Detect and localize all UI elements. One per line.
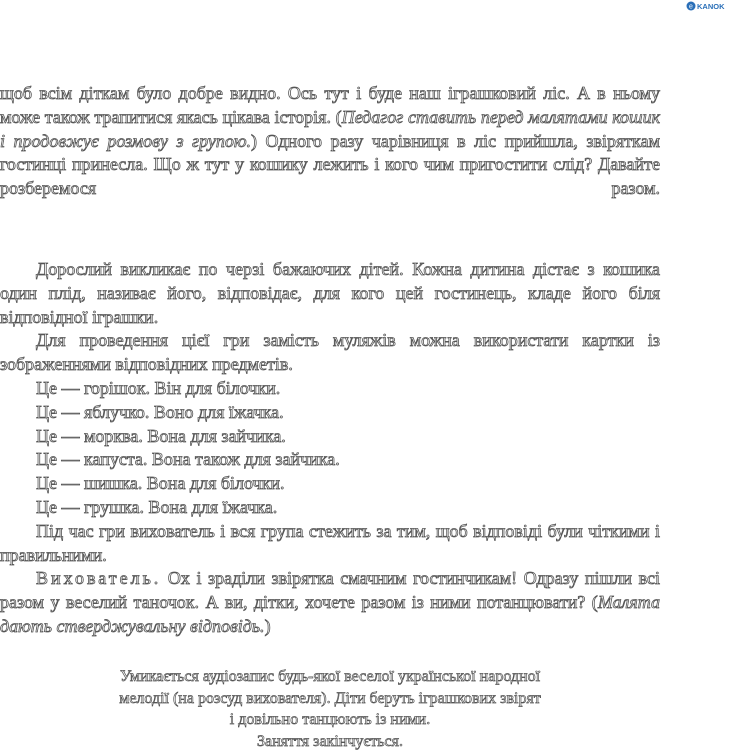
paragraph-game: Дорослий викликає по черзі бажаючих дітей. Кожна дитина дістає з кошика один плід, називає його, відповідає, для кого цей гостинець, кладе його біля відповідної іграшки. bbox=[0, 258, 660, 329]
note-line-4: Заняття закінчується. bbox=[0, 731, 660, 752]
closing-note bbox=[0, 666, 660, 752]
line-cabbage: Це — капуста. Вона також для зайчика. bbox=[0, 448, 660, 472]
line-apple: Це — яблучко. Воно для їжачка. bbox=[0, 401, 660, 425]
note-line-3: і довільно танцюють із ними. bbox=[0, 709, 660, 731]
paragraph-watch: Під час гри вихователь і вся група стежить за тим, щоб відповіді були чіткими і правильними. bbox=[0, 520, 660, 568]
main-text bbox=[0, 258, 660, 639]
teacher-end: ) bbox=[265, 616, 271, 636]
line-nut: Це — горішок. Він для білочки. bbox=[0, 377, 660, 401]
paragraph-intro bbox=[0, 82, 660, 201]
teacher-text: Ох і зраділи звірятка смачним гостинчикам! Одразу пішли всі разом у веселий таночок. А ви, дітки, хочете разом із ними потанцювати? ( bbox=[0, 568, 660, 612]
paragraph-cards: Для проведення цієї гри замість муляжів можна використати картки із зображеннями відповідних предметів. bbox=[0, 329, 660, 377]
publisher-logo bbox=[686, 0, 728, 12]
note-line-1: Умикається аудіозапис будь-якої веселої української народної bbox=[0, 666, 660, 688]
paragraph-teacher bbox=[0, 567, 660, 638]
line-cone: Це — шишка. Вона для білочки. bbox=[0, 472, 660, 496]
intro-text-1: щоб всім діткам було добре видно. Ось тут і буде наш іграшковий ліс. А в ньому може також трапитися якась цікава історія. ( bbox=[0, 83, 660, 127]
note-line-2: мелодії (на розсуд вихователя). Діти беруть іграшкових звірят bbox=[0, 688, 660, 710]
teacher-stage-direction: Малята дають стверджувальну відповідь. bbox=[0, 592, 660, 636]
intro-stage-direction: Педагог ставить перед малятами кошик і продовжує розмову з групою. bbox=[0, 107, 660, 151]
svg-text:e: e bbox=[689, 4, 693, 11]
line-carrot: Це — морква. Вона для зайчика. bbox=[0, 425, 660, 449]
intro-text-2: ) Одного разу чарівниця в ліс прийшла, звіряткам гостинці принесла. Що ж тут у кошику лежить і кого чим пригостити слід? Давайте розберемося разом. bbox=[0, 131, 660, 199]
line-pear: Це — грушка. Вона для їжачка. bbox=[0, 496, 660, 520]
logo-text: KANOK bbox=[697, 2, 725, 11]
speaker-label: Вихователь. bbox=[36, 568, 161, 588]
